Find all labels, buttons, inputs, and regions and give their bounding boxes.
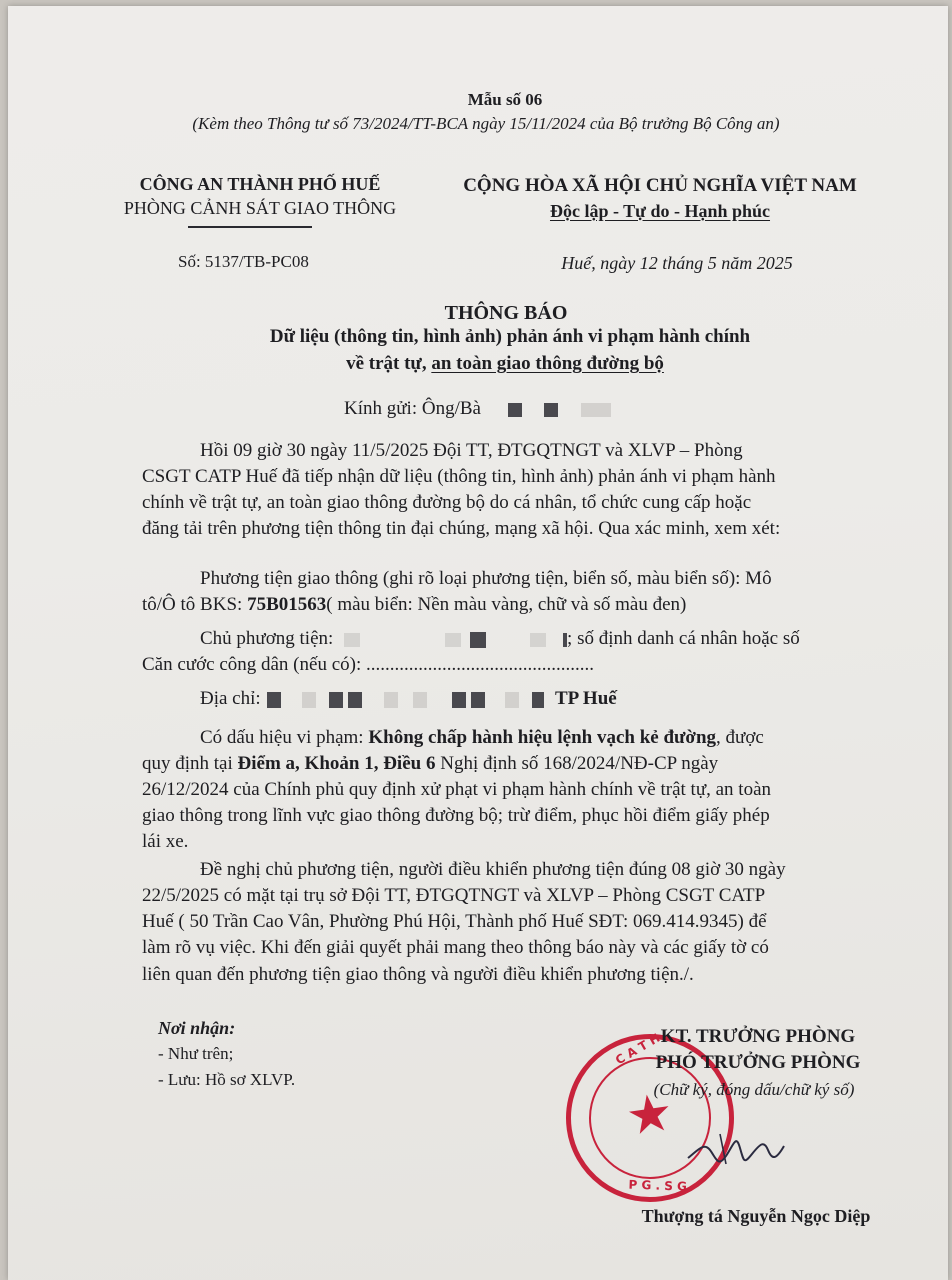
recipient-item: - Lưu: Hồ sơ XLVP. bbox=[158, 1070, 296, 1089]
form-number: Mẫu số 06 bbox=[467, 90, 543, 109]
violation-line-2: quy định tại Điểm a, Khoản 1, Điều 6 Nghị định số 168/2024/NĐ-CP ngày bbox=[142, 753, 719, 774]
violation-line-5: lái xe. bbox=[142, 831, 189, 852]
signature-title-2: PHÓ TRƯỞNG PHÒNG bbox=[655, 1052, 861, 1073]
license-plate: 75B01563 bbox=[247, 594, 327, 615]
place-date: Huế, ngày 12 tháng 5 năm 2025 bbox=[561, 253, 793, 273]
signature-note: (Chữ ký, đóng dấu/chữ ký số) bbox=[653, 1080, 855, 1099]
owner-line-1: Chủ phương tiện: ; số định danh cá nhân hoặc số bbox=[200, 628, 800, 649]
redacted-owner-block bbox=[563, 633, 567, 647]
request-line: Đề nghị chủ phương tiện, người điều khiển phương tiện đúng 08 giờ 30 ngày bbox=[200, 859, 786, 880]
redacted-owner-block bbox=[445, 633, 461, 647]
request-line: liên quan đến phương tiện giao thông và người điều khiển phương tiện./. bbox=[142, 964, 694, 985]
greeting: Kính gửi: Ông/Bà bbox=[344, 398, 611, 420]
star-icon: ★ bbox=[622, 1082, 677, 1148]
country-name: CỘNG HÒA XÃ HỘI CHỦ NGHĨA VIỆT NAM bbox=[463, 175, 857, 196]
vehicle-line-2: tô/Ô tô BKS: 75B01563( màu biển: Nền màu vàng, chữ và số màu đen) bbox=[142, 594, 687, 615]
para1-line: CSGT CATP Huế đã tiếp nhận dữ liệu (thông tin, hình ảnh) phản ánh vi phạm hành bbox=[142, 466, 776, 487]
redacted-owner-block bbox=[344, 633, 360, 647]
notice-subtitle-1: Dữ liệu (thông tin, hình ảnh) phản ánh vi phạm hành chính bbox=[269, 326, 751, 347]
agency-name: CÔNG AN THÀNH PHỐ HUẾ bbox=[139, 174, 381, 194]
left-header-rule bbox=[188, 226, 312, 228]
redacted-name-block bbox=[508, 403, 522, 417]
redacted-name-block bbox=[544, 403, 558, 417]
recipient-item: - Như trên; bbox=[158, 1044, 234, 1063]
para1-line: Hồi 09 giờ 30 ngày 11/5/2025 Đội TT, ĐTGQTNGT và XLVP – Phòng bbox=[200, 440, 743, 461]
national-motto: Độc lập - Tự do - Hạnh phúc bbox=[549, 201, 771, 221]
violation-line-1: Có dấu hiệu vi phạm: Không chấp hành hiệu lệnh vạch kẻ đường, được bbox=[200, 727, 764, 748]
address-city: TP Huế bbox=[554, 688, 617, 709]
violation-line-3: 26/12/2024 của Chính phủ quy định xử phạt vi phạm hành chính về trật tự, an toàn bbox=[142, 779, 772, 800]
violation-act: Không chấp hành hiệu lệnh vạch kẻ đường bbox=[368, 727, 717, 748]
notice-subtitle-2: về trật tự, an toàn giao thông đường bộ bbox=[346, 353, 664, 374]
redacted-owner-block bbox=[470, 632, 486, 648]
redacted-address-block bbox=[329, 692, 343, 708]
signer-name: Thượng tá Nguyễn Ngọc Diệp bbox=[641, 1206, 871, 1226]
form-note: (Kèm theo Thông tư số 73/2024/TT-BCA ngày 15/11/2024 của Bộ trưởng Bộ Công an) bbox=[192, 114, 780, 133]
request-line: làm rõ vụ việc. Khi đến giải quyết phải mang theo thông báo này và các giấy tờ có bbox=[142, 937, 769, 958]
para1-line: đăng tải trên phương tiện thông tin đại chúng, mạng xã hội. Qua xác minh, xem xét: bbox=[142, 518, 781, 539]
recipients-title: Nơi nhận: bbox=[158, 1018, 236, 1038]
seal-lettering: P G . S G bbox=[628, 1177, 688, 1194]
owner-line-2: Căn cước công dân (nếu có): ................................................ bbox=[142, 654, 594, 675]
seal-lettering: C A T H bbox=[613, 1030, 663, 1068]
request-line: Huế ( 50 Trần Cao Vân, Phường Phú Hội, Thành phố Huế SĐT: 069.414.9345) để bbox=[142, 911, 767, 932]
legal-clause: Điểm a, Khoản 1, Điều 6 bbox=[237, 753, 436, 774]
address-line: Địa chỉ: TP Huế bbox=[200, 688, 617, 709]
redacted-address-block bbox=[267, 692, 281, 708]
redacted-address-block bbox=[452, 692, 466, 708]
redacted-name-block bbox=[581, 403, 611, 417]
redacted-address-block bbox=[413, 692, 427, 708]
violation-line-4: giao thông trong lĩnh vực giao thông đường bộ; trừ điểm, phục hồi điểm giấy phép bbox=[142, 805, 770, 826]
handwritten-signature bbox=[680, 1120, 800, 1180]
redacted-address-block bbox=[302, 692, 316, 708]
department-name: PHÒNG CẢNH SÁT GIAO THÔNG bbox=[123, 198, 397, 218]
redacted-address-block bbox=[505, 692, 519, 708]
redacted-address-block bbox=[348, 692, 362, 708]
para1-line: chính về trật tự, an toàn giao thông đường bộ do cá nhân, tổ chức cung cấp hoặc bbox=[142, 492, 752, 513]
redacted-address-block bbox=[471, 692, 485, 708]
document-number: Số: 5137/TB-PC08 bbox=[178, 252, 309, 271]
redacted-address-block bbox=[384, 692, 398, 708]
redacted-owner-block bbox=[530, 633, 546, 647]
vehicle-line-1: Phương tiện giao thông (ghi rõ loại phương tiện, biển số, màu biển số): Mô bbox=[200, 568, 772, 589]
redacted-address-block bbox=[532, 692, 544, 708]
notice-title: THÔNG BÁO bbox=[444, 302, 568, 324]
request-line: 22/5/2025 có mặt tại trụ sở Đội TT, ĐTGQTNGT và XLVP – Phòng CSGT CATP bbox=[142, 885, 766, 906]
signature-title-1: KT. TRƯỞNG PHÒNG bbox=[660, 1026, 856, 1047]
